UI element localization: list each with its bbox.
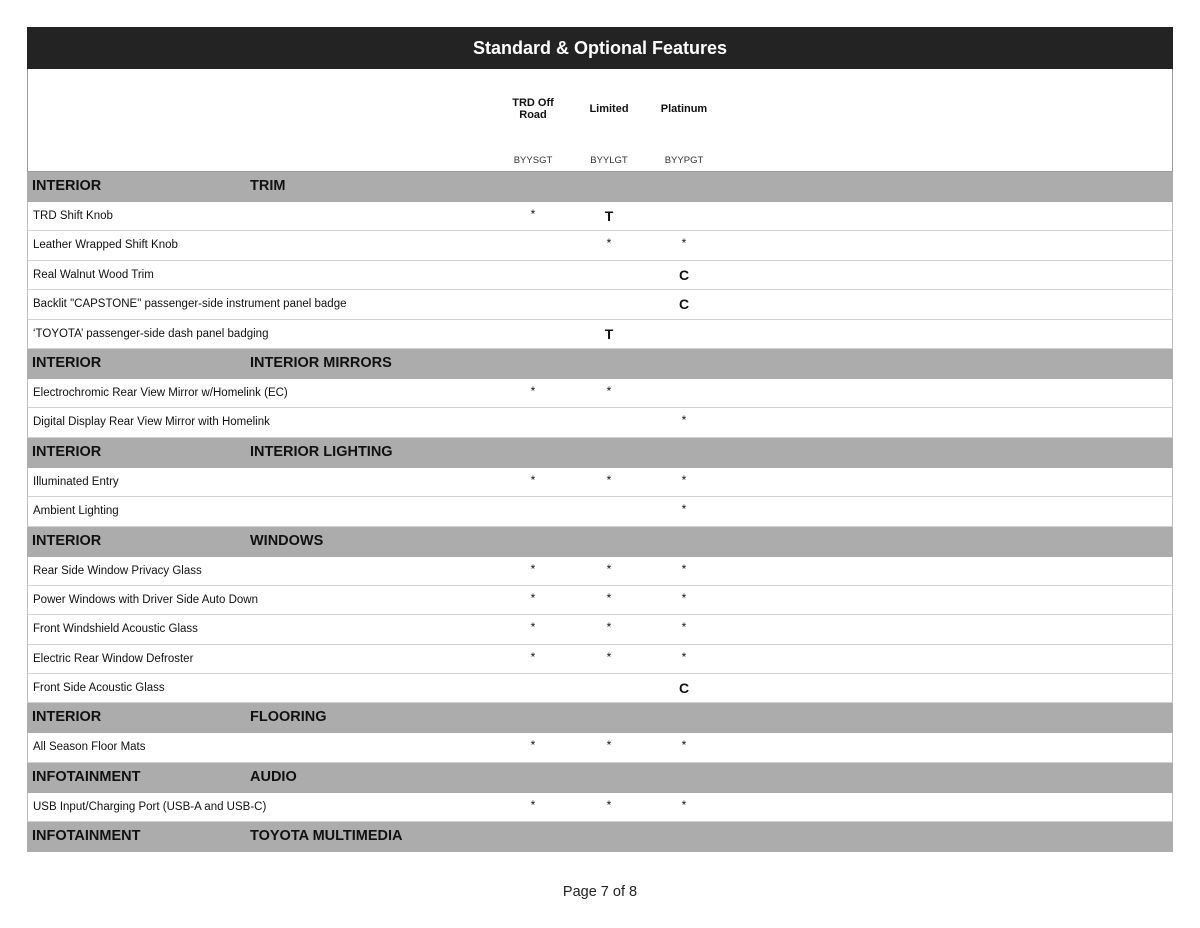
feature-row [27, 645, 1173, 674]
availability-mark: * [606, 590, 612, 605]
section-header [27, 438, 1173, 468]
section-header [27, 349, 1173, 379]
availability-mark: * [681, 649, 687, 664]
feature-row [27, 557, 1173, 586]
feature-name: Rear Side Window Privacy Glass [33, 564, 202, 577]
availability-mark: * [530, 738, 536, 753]
section-header [27, 703, 1173, 733]
availability-mark: * [681, 620, 687, 635]
page-number: Page 7 of 8 [562, 884, 638, 900]
feature-name: Leather Wrapped Shift Knob [33, 239, 178, 252]
feature-row [27, 202, 1173, 231]
availability-mark: * [530, 590, 536, 605]
availability-mark: C [678, 680, 690, 697]
section-header [27, 822, 1173, 852]
feature-name: Front Windshield Acoustic Glass [33, 623, 198, 636]
feature-row [27, 408, 1173, 437]
section-category: INTERIOR [32, 443, 102, 460]
availability-mark: * [681, 590, 687, 605]
feature-name: Ambient Lighting [33, 505, 119, 518]
feature-name: Real Walnut Wood Trim [33, 268, 154, 281]
availability-mark: * [530, 620, 536, 635]
section-category: INFOTAINMENT [32, 828, 141, 845]
trim-code-platinum: BYYPGT [664, 155, 704, 166]
trim-name-limited: Limited [589, 103, 629, 115]
section-subcategory: INTERIOR LIGHTING [250, 443, 393, 460]
feature-row [27, 290, 1173, 319]
section-subcategory: WINDOWS [250, 532, 324, 549]
availability-mark: * [681, 413, 687, 428]
section-subcategory: FLOORING [250, 709, 327, 726]
feature-row [27, 231, 1173, 260]
feature-row [27, 674, 1173, 703]
trim-header [27, 69, 1173, 172]
feature-name: Digital Display Rear View Mirror with Homelink [33, 416, 270, 429]
section-category: INTERIOR [32, 709, 102, 726]
availability-mark: * [606, 797, 612, 812]
availability-mark: * [606, 649, 612, 664]
trim-name-trd-off-road: TRD Off Road [512, 97, 554, 121]
availability-mark: * [681, 738, 687, 753]
availability-mark: * [530, 649, 536, 664]
availability-mark: * [530, 383, 536, 398]
section-category: INTERIOR [32, 532, 102, 549]
availability-mark: T [604, 208, 614, 224]
section-subcategory: TOYOTA MULTIMEDIA [250, 828, 403, 845]
feature-name: USB Input/Charging Port (USB-A and USB-C) [33, 800, 267, 813]
feature-name: Electrochromic Rear View Mirror w/Homelink (EC) [33, 386, 288, 399]
feature-row [27, 320, 1173, 349]
trim-code-limited: BYYLGT [590, 155, 628, 166]
availability-mark: * [530, 207, 536, 221]
feature-row [27, 733, 1173, 762]
availability-mark: C [678, 296, 690, 313]
sheet-title: Standard & Optional Features [27, 27, 1173, 69]
feature-row [27, 497, 1173, 526]
feature-row [27, 468, 1173, 497]
section-category: INTERIOR [32, 354, 102, 371]
feature-name: All Season Floor Mats [33, 741, 146, 754]
trim-code-trd-off-road: BYYSGT [513, 155, 553, 166]
availability-mark: T [604, 325, 614, 342]
feature-row [27, 261, 1173, 290]
availability-mark: * [606, 620, 612, 635]
availability-mark: * [681, 797, 687, 812]
section-subcategory: TRIM [250, 178, 286, 194]
availability-mark: * [681, 561, 687, 576]
trim-name-platinum: Platinum [660, 103, 708, 115]
availability-mark: C [678, 266, 690, 283]
section-header [27, 172, 1173, 202]
section-category: INFOTAINMENT [32, 768, 141, 785]
availability-mark: * [606, 738, 612, 753]
feature-sheet [27, 27, 1173, 852]
feature-row [27, 586, 1173, 615]
feature-table [27, 172, 1173, 852]
section-header [27, 763, 1173, 793]
availability-mark: * [681, 472, 687, 487]
section-subcategory: AUDIO [250, 768, 297, 785]
feature-row [27, 793, 1173, 822]
feature-row [27, 379, 1173, 408]
feature-name: Front Side Acoustic Glass [33, 682, 165, 695]
availability-mark: * [606, 561, 612, 576]
availability-mark: * [530, 797, 536, 812]
availability-mark: * [530, 561, 536, 576]
availability-mark: * [606, 472, 612, 487]
section-subcategory: INTERIOR MIRRORS [250, 354, 392, 371]
feature-name: Power Windows with Driver Side Auto Down [33, 593, 258, 606]
feature-row [27, 615, 1173, 644]
availability-mark: * [681, 502, 687, 517]
feature-name: ‘TOYOTA’ passenger-side dash panel badging [33, 327, 269, 340]
feature-name: Electric Rear Window Defroster [33, 652, 194, 665]
section-category: INTERIOR [32, 178, 102, 194]
feature-name: Illuminated Entry [33, 475, 119, 488]
feature-name: TRD Shift Knob [33, 210, 113, 222]
feature-name: Backlit "CAPSTONE" passenger-side instrument panel badge [33, 298, 347, 311]
section-header [27, 527, 1173, 557]
availability-mark: * [606, 236, 612, 251]
availability-mark: * [530, 472, 536, 487]
availability-mark: * [606, 383, 612, 398]
availability-mark: * [681, 236, 687, 251]
